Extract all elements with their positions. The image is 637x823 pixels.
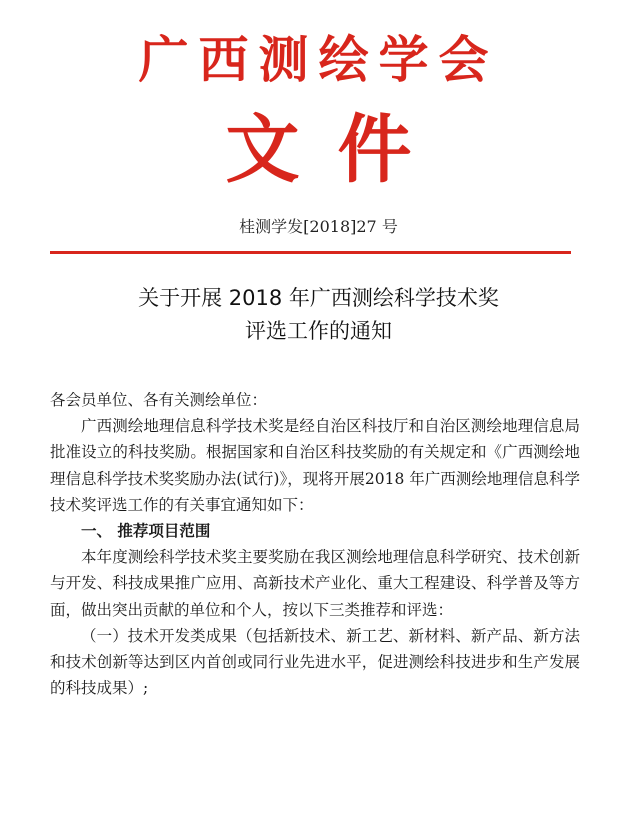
notice-title-line-2: 评选工作的通知 xyxy=(245,319,392,343)
document-number: 桂测学发[2018]27 号 xyxy=(239,217,398,236)
document-type-title: 文件 xyxy=(225,107,450,193)
paragraph-intro: 广西测绘地理信息科学技术奖是经自治区科技厅和自治区测绘地理信息局批准设立的科技奖励。根据国家和自治区科技奖励的有关规定和《广西测绘地理信息科学技术奖奖励办法(试行)》，现将开展2018 年广西测绘地理信息科学技术奖评选工作的有关事宜通知如下： xyxy=(50,417,580,514)
salutation: 各会员单位、各有关测绘单位： xyxy=(50,391,268,409)
org-title: 广西测绘学会 xyxy=(138,30,499,89)
notice-title-line-1: 关于开展 2018 年广西测绘科学技术奖 xyxy=(138,286,499,310)
document-body xyxy=(50,387,580,701)
paragraph-scope: 本年度测绘科学技术奖主要奖励在我区测绘地理信息科学研究、技术创新与开发、科技成果推广应用、高新技术产业化、重大工程建设、科学普及等方面，做出突出贡献的单位和个人，按以下三类推荐和评选： xyxy=(50,548,580,619)
header-divider xyxy=(50,251,571,254)
paragraph-category-1: （一）技术开发类成果（包括新技术、新工艺、新材料、新产品、新方法和技术创新等达到区内首创或同行业先进水平，促进测绘科技进步和生产发展的科技成果）; xyxy=(50,626,580,698)
notice-title xyxy=(0,282,637,348)
section-heading-scope: 一、 推荐项目范围 xyxy=(81,522,211,541)
